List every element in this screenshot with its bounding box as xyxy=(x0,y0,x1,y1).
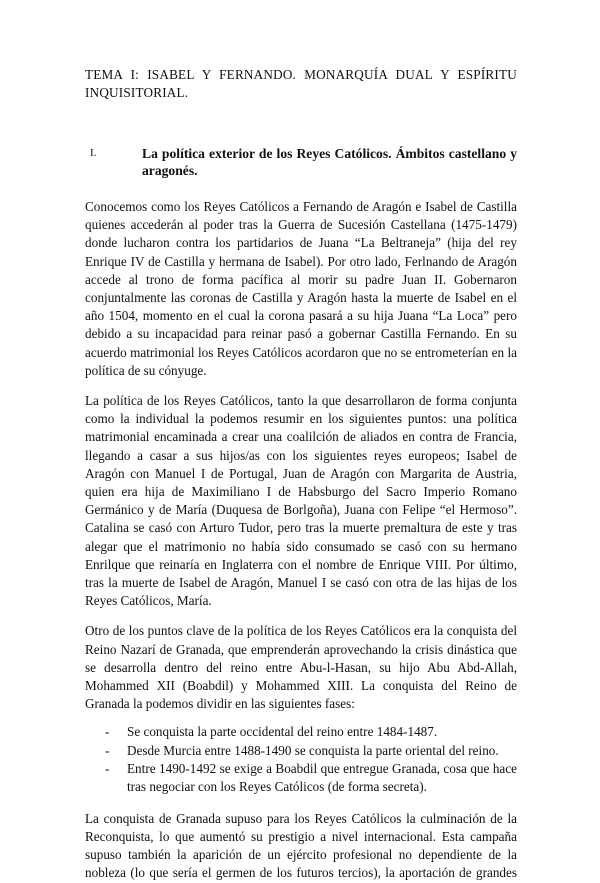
body-paragraphs xyxy=(85,198,517,713)
text-line: accede al trono de forma pacífica al morir su padre Juan II. Gobernaron xyxy=(85,271,517,287)
text-line: INQUISITORIAL. xyxy=(85,85,189,100)
text-line: Entre 1490-1492 se exige a Boabdil que entregue Granada, cosa que hace xyxy=(127,760,517,776)
list-item xyxy=(85,723,517,741)
text-line: Germánico y de María (Duquesa de Borlgoña), Juana con Felipe “el Hermoso”. xyxy=(85,502,517,518)
text-line: Reyes Católicos, María. xyxy=(85,593,212,609)
text-line: nobleza (lo que sería el germen de los futuros tercios), la aportación de grandes xyxy=(85,865,517,881)
phases-list xyxy=(85,723,517,795)
list-item-text xyxy=(127,760,517,796)
text-line: política de su cónyuge. xyxy=(85,362,207,378)
list-item-text xyxy=(127,742,517,760)
text-line: supuso también la aparición de un ejército profesional no dependiente de la xyxy=(85,847,517,863)
paragraph xyxy=(85,622,517,713)
text-line: matrimonial encaminada a crear una coalilción de aliados en contra de Francia, xyxy=(85,429,517,445)
text-line: llegando a casar a sus hijos/as con los siguientes reyes europeos; Isabel de xyxy=(85,447,517,463)
text-line: como la individual la podemos resumir en los siguientes puntos: una política xyxy=(85,411,517,427)
text-line: conjuntalmente las coronas de Castilla y Aragón hasta la muerte de Isabel en el xyxy=(85,290,517,306)
document-page xyxy=(85,66,517,883)
text-line: La política exterior de los Reyes Católicos. Ámbitos castellano y xyxy=(142,146,517,161)
section-heading xyxy=(85,145,517,179)
bullet-dash-icon: - xyxy=(105,742,110,758)
text-line: donde lucharon contra los partidarios de Juana “La Beltraneja” (hija del rey xyxy=(85,235,517,251)
text-line: Aragón con Manuel I de Portugal, Juan de Aragón con Margarita de Austria, xyxy=(85,465,517,481)
text-line: acuerdo matrimonial los Reyes Católicos acordaron que no se entrometerían en la xyxy=(85,344,517,360)
text-line: se desarrolla dentro del reino entre Abu-l-Hasan, su hijo Abu Abd-Allah, xyxy=(85,659,517,675)
document-title xyxy=(85,66,517,102)
text-line: tras la muerte de Isabel de Aragón, Manuel I se casó con otra de las hijas de los xyxy=(85,575,517,591)
text-line: La política de los Reyes Católicos, tanto la que desarrollaron de forma conjunta xyxy=(85,393,517,409)
text-line: Desde Murcia entre 1488-1490 se conquista la parte oriental del reino. xyxy=(127,742,499,758)
text-line: tras negociar con los Reyes Católicos (de forma secreta). xyxy=(127,778,427,794)
text-line: Granada la podemos dividir en las siguientes fases: xyxy=(85,696,355,712)
text-line: aragonés. xyxy=(142,163,198,178)
bullet-dash-icon: - xyxy=(105,724,110,740)
text-line: La conquista de Granada supuso para los Reyes Católicos la culminación de la xyxy=(85,810,517,826)
text-line: quien era hija de Maximiliano I de Habsburgo del Sacro Imperio Romano xyxy=(85,484,517,500)
section-heading-text xyxy=(142,145,517,179)
text-line: Se conquista la parte occidental del reino entre 1484-1487. xyxy=(127,724,438,740)
text-line: Reconquista, lo que aumentó su prestigio a nivel internacional. Esta campaña xyxy=(85,829,517,845)
text-line: Mohammed XII (Boabdil) y Mohammed XIII. La conquista del Reino de xyxy=(85,678,517,694)
text-line: Reino Nazarí de Granada, que emprenderán aprovechando la crisis dinástica que xyxy=(85,641,517,657)
text-line: Otro de los puntos clave de la política de los Reyes Católicos era la conquista del xyxy=(85,623,517,639)
list-item xyxy=(85,742,517,760)
text-line: año 1504, momento en el cual la corona pasará a su hija Juana “La Loca” pero xyxy=(85,308,517,324)
text-line: quienes accederán al poder tras la Guerra de Sucesión Castellana (1475-1479) xyxy=(85,217,517,233)
paragraph xyxy=(85,198,517,380)
text-line: Enrilque que reinaría en Inglaterra con el nombre de Enrique VIII. Por último, xyxy=(85,556,517,572)
paragraph xyxy=(85,392,517,610)
text-line: Catalina se casó con Arturo Tudor, pero tras la muerte premaltura de este y tras xyxy=(85,520,517,536)
text-line: Enrique IV de Castilla y hermana de Isabel). Por otro lado, Ferlnando de Aragón xyxy=(85,253,517,269)
text-line: TEMA I: ISABEL Y FERNANDO. MONARQUÍA DUAL Y ESPÍRITU xyxy=(85,67,517,82)
text-line: Conocemos como los Reyes Católicos a Fernando de Aragón e Isabel de Castilla xyxy=(85,199,517,214)
paragraph xyxy=(85,810,517,883)
bullet-dash-icon: - xyxy=(105,760,110,776)
list-item xyxy=(85,760,517,796)
text-line: alegar que el matrimonio no había sido consumado se casó con su hermano xyxy=(85,538,517,554)
list-item-text xyxy=(127,723,517,741)
section-number: I. xyxy=(90,147,97,159)
text-line: debido a su incapacidad para reinar pasó a gobernar Castilla Fernando. En su xyxy=(85,326,517,342)
